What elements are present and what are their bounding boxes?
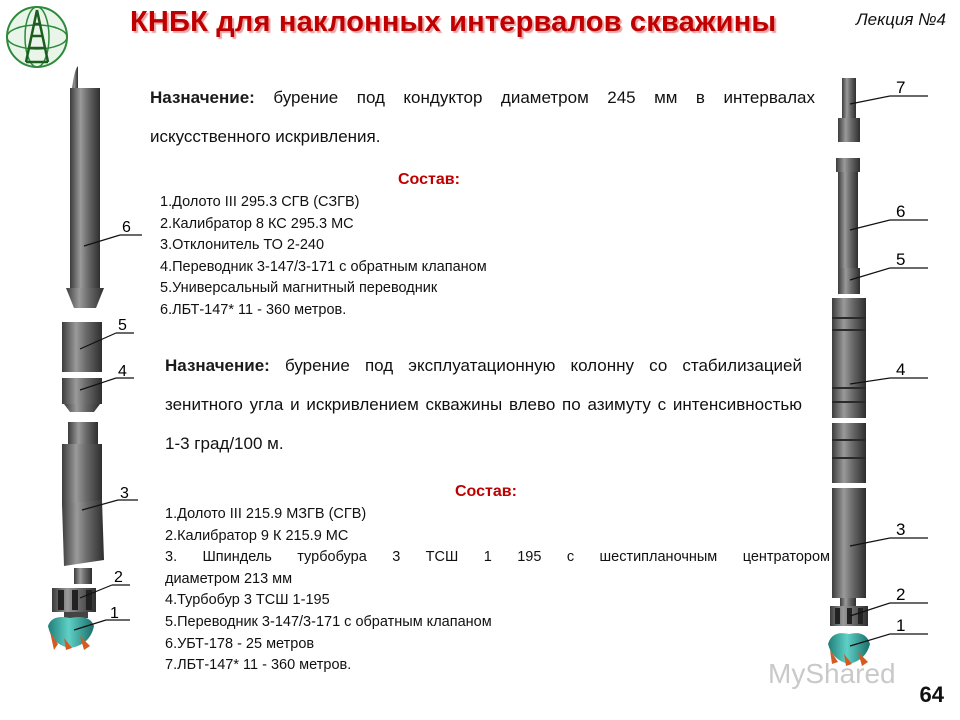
- spindle-part: [832, 488, 866, 598]
- diagram-label: 2: [896, 585, 906, 604]
- magnetic-sub-part: [62, 322, 102, 372]
- diagram-label: 5: [896, 250, 906, 269]
- list-item: 1.Долото III 215.9 МЗГВ (СГВ): [165, 506, 367, 522]
- sub-part: [62, 378, 102, 404]
- list-item: диаметром 213 мм: [165, 570, 293, 587]
- lecture-label: Лекция №4: [856, 10, 946, 29]
- diagram-label: 3: [896, 520, 906, 539]
- purpose-label-1: Назначение:: [150, 88, 255, 107]
- watermark: MyShared: [768, 658, 896, 689]
- diagram-label: 2: [114, 569, 123, 586]
- composition-list-2: [165, 504, 830, 677]
- diagram-label: 6: [896, 202, 906, 221]
- list-item: 3.Отклонитель ТО 2-240: [160, 237, 325, 254]
- list-item: 3. Шпиндель турбобура 3 ТСШ 1 195 с шестипланочным центратором: [165, 549, 830, 566]
- diagram-label: 6: [122, 219, 131, 236]
- purpose-text-2: бурение под эксплуатационную колонну со стабилизацией зенитного угла и искривлением скважины влево по азимуту с интенсивностью 1-3 град/100 м.: [165, 356, 802, 453]
- page-number: 64: [919, 682, 944, 707]
- list-item: 5.Универсальный магнитный переводник: [160, 280, 438, 297]
- composition-title-2: Состав:: [455, 483, 517, 500]
- purpose-paragraph-1: [150, 78, 815, 156]
- diagram-label: 5: [118, 317, 127, 334]
- list-item: 1.Долото III 295.3 СГВ (СЗГВ): [160, 194, 360, 210]
- left-bha-diagram: [30, 60, 170, 660]
- list-item: 5.Переводник 3-147/3-171 с обратным клапаном: [165, 613, 492, 630]
- composition-title-1: Состав:: [398, 171, 460, 188]
- page-title: КНБК для наклонных интервалов скважины: [130, 6, 777, 38]
- right-bha-diagram: [820, 68, 960, 668]
- purpose-paragraph-2: [165, 346, 802, 463]
- drill-pipe-part: [70, 88, 100, 288]
- purpose-text-1: бурение под кондуктор диаметром 245 мм в интервалах искусственного искривления.: [150, 88, 815, 146]
- diagram-label: 4: [896, 360, 906, 379]
- diagram-label: 7: [896, 78, 906, 97]
- list-item: 2.Калибратор 8 КС 295.3 МС: [160, 215, 354, 232]
- sub-part: [838, 268, 860, 294]
- list-item: 2.Калибратор 9 К 215.9 МС: [165, 527, 349, 544]
- purpose-label-2: Назначение:: [165, 356, 270, 375]
- diagram-label: 3: [120, 485, 129, 502]
- list-item: 6.УБТ-178 - 25 метров: [165, 635, 315, 652]
- turbodrill-part: [832, 298, 866, 418]
- diagram-label: 1: [110, 605, 119, 622]
- deflector-part: [62, 444, 102, 504]
- list-item: 6.ЛБТ-147* 11 - 360 метров.: [160, 301, 347, 318]
- diagram-label: 1: [896, 616, 906, 635]
- diagram-label: 4: [118, 363, 127, 380]
- list-item: 4.Турбобур 3 ТСШ 1-195: [165, 592, 330, 609]
- list-item: 4.Переводник 3-147/3-171 с обратным клапаном: [160, 258, 487, 275]
- composition-list-1: [160, 192, 600, 322]
- list-item: 7.ЛБТ-147* 11 - 360 метров.: [165, 657, 352, 674]
